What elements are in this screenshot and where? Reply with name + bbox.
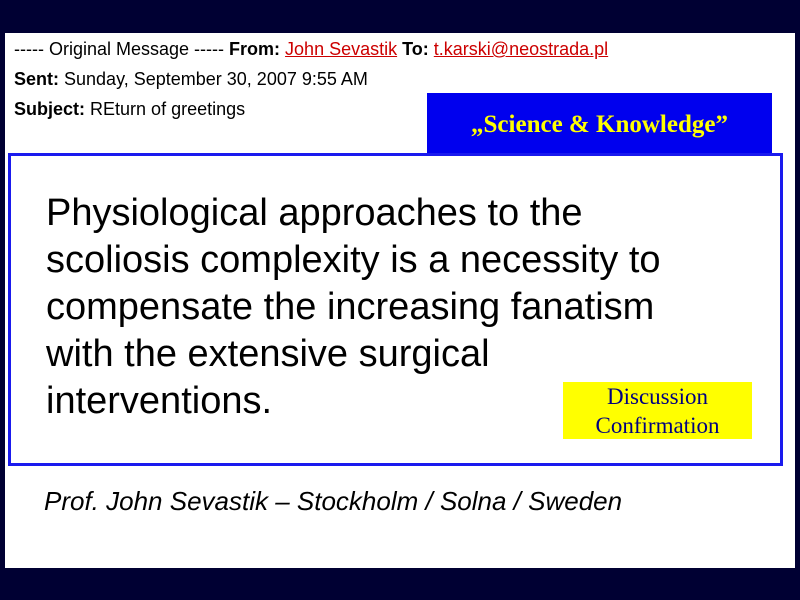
subject-value: REturn of greetings	[90, 99, 246, 119]
to-label: To:	[402, 39, 429, 59]
sent-label: Sent:	[14, 69, 59, 89]
subject-label: Subject:	[14, 99, 86, 119]
quote-line-1: Physiological approaches to the	[46, 192, 583, 234]
quote-line-2: scoliosis complexity is a necessity to	[46, 239, 661, 281]
email-header-line-subject	[14, 98, 245, 120]
science-knowledge-text: „Science & Knowledge”	[471, 111, 728, 138]
quote-line-4: with the extensive surgical	[46, 333, 490, 375]
discussion-label: Discussion	[607, 384, 708, 409]
science-knowledge-banner	[427, 93, 772, 153]
quote-line-5: interventions.	[46, 380, 273, 422]
from-link[interactable]: John Sevastik	[285, 39, 398, 59]
quote-line-3: compensate the increasing fanatism	[46, 286, 655, 328]
email-header-line-sent	[14, 68, 368, 90]
sent-value: Sunday, September 30, 2007 9:55 AM	[64, 69, 368, 89]
email-header-line-from	[14, 38, 608, 60]
discussion-confirmation-badge	[563, 382, 752, 439]
confirmation-label: Confirmation	[595, 413, 720, 438]
from-label: From:	[229, 39, 281, 59]
original-message-label: ----- Original Message -----	[14, 39, 225, 59]
to-email-link[interactable]: t.karski@neostrada.pl	[433, 39, 609, 59]
author-attribution: Prof. John Sevastik – Stockholm / Solna / Sweden	[44, 486, 623, 516]
